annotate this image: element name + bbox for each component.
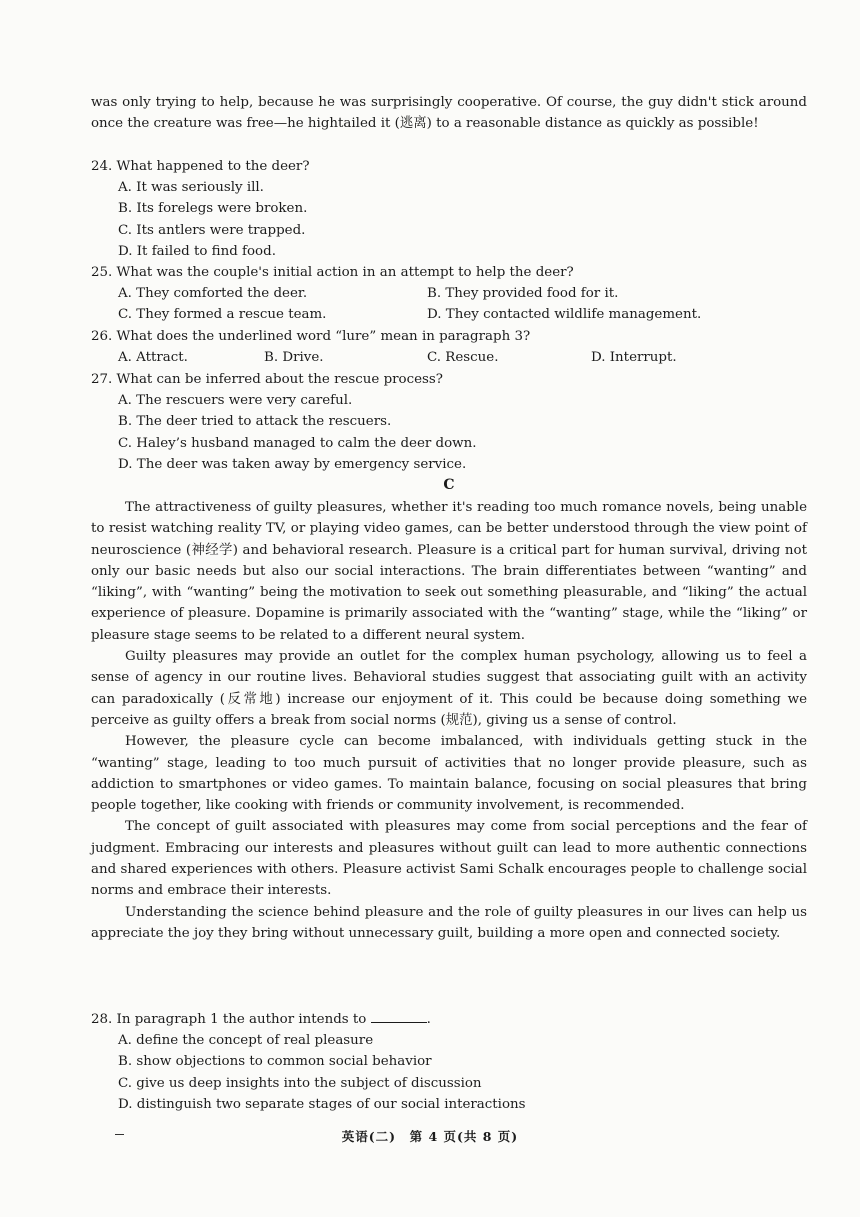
passage-c-paragraph-4: The concept of guilt associated with pleasures may come from social perceptions and the fear of judgment. Embracing our interests and pleasures without guilt can lead to more authentic connections and shared experiences with others. Pleasure activist Sami Schalk encourages people to challenge social norms and embrace their interests. bbox=[91, 819, 807, 899]
question-26 bbox=[91, 326, 807, 368]
section-c-heading-block bbox=[91, 475, 807, 496]
question-27 bbox=[91, 369, 807, 475]
option-a: A. They comforted the deer. bbox=[118, 286, 308, 302]
option-row bbox=[91, 347, 807, 368]
page-footer: 英语(二) 第 4 页(共 8 页) bbox=[341, 1129, 519, 1144]
option-a: A. define the concept of real pleasure bbox=[118, 1033, 374, 1049]
option-b: B. Its forelegs were broken. bbox=[118, 201, 308, 217]
option-d: D. It failed to find food. bbox=[118, 243, 276, 259]
option-a: A. The rescuers were very careful. bbox=[118, 393, 353, 409]
option-c: C. give us deep insights into the subject of discussion bbox=[118, 1075, 482, 1091]
passage-b-ending bbox=[91, 92, 807, 135]
question-24 bbox=[91, 156, 807, 262]
question-stem: 27. What can be inferred about the rescue process? bbox=[91, 372, 443, 387]
option-b: B. show objections to common social behavior bbox=[118, 1054, 432, 1070]
question-stem bbox=[91, 1009, 807, 1030]
answer-blank bbox=[371, 1010, 427, 1023]
question-stem: 24. What happened to the deer? bbox=[91, 159, 310, 174]
option-c: C. Rescue. bbox=[427, 350, 499, 366]
option-a: A. Attract. bbox=[118, 350, 188, 366]
passage-c bbox=[91, 497, 807, 944]
question-28 bbox=[91, 1009, 807, 1115]
section-heading: C bbox=[443, 477, 455, 493]
passage-c-paragraph-2: Guilty pleasures may provide an outlet for the complex human psychology, allowing us to feel a sense of agency in our routine lives. Behavioral studies suggest that associating guilt with an activity can paradoxically (反常地) increase our enjoyment of it. This could be because doing something we perceive as guilty offers a break from social norms (规范), giving us a sense of control. bbox=[91, 649, 807, 728]
question-25 bbox=[91, 262, 807, 326]
option-d: D. The deer was taken away by emergency service. bbox=[118, 456, 467, 472]
option-d: D. Interrupt. bbox=[591, 350, 677, 366]
passage-c-paragraph-5: Understanding the science behind pleasure and the role of guilty pleasures in our lives can help us appreciate the joy they bring without unnecessary guilt, building a more open and connected society. bbox=[91, 904, 807, 941]
option-b: B. The deer tried to attack the rescuers. bbox=[118, 414, 392, 430]
option-a: A. It was seriously ill. bbox=[118, 180, 264, 196]
option-c: C. They formed a rescue team. bbox=[118, 307, 327, 323]
question-stem-text: 28. In paragraph 1 the author intends to bbox=[91, 1012, 367, 1027]
option-b: B. Drive. bbox=[264, 350, 324, 366]
passage-b-paragraph: was only trying to help, because he was surprisingly cooperative. Of course, the guy didn't stick around once the creature was free—he hightailed it (逃离) to a reasonable distance as quickly as possible! bbox=[91, 95, 807, 132]
option-row bbox=[91, 283, 807, 304]
passage-c-paragraph-3: However, the pleasure cycle can become imbalanced, with individuals getting stuck in the “wanting” stage, leading to too much pursuit of activities that no longer provide pleasure, such as addiction to smartphones or video games. To maintain balance, focusing on social pleasures that bring people together, like cooking with friends or community involvement, is recommended. bbox=[91, 734, 807, 814]
option-b: B. They provided food for it. bbox=[427, 286, 619, 302]
option-c: C. Haley’s husband managed to calm the deer down. bbox=[118, 435, 477, 451]
question-stem: 26. What does the underlined word “lure” mean in paragraph 3? bbox=[91, 329, 531, 344]
question-stem: 25. What was the couple's initial action in an attempt to help the deer? bbox=[91, 265, 574, 280]
option-d: D. They contacted wildlife management. bbox=[427, 307, 702, 323]
option-row bbox=[91, 304, 807, 325]
passage-c-paragraph-1: The attractiveness of guilty pleasures, whether it's reading too much romance novels, being unable to resist watching reality TV, or playing video games, can be better understood through the view point of neuroscience (神经学) and behavioral research. Pleasure is a critical part for human survival, driving not only our basic needs but also our social interactions. The brain differentiates between “wanting” and “liking”, with “wanting” being the motivation to seek out something pleasurable, and “liking” the actual experience of pleasure. Dopamine is primarily associated with the “wanting” stage, while the “liking” or pleasure stage seems to be related to a different neural system. bbox=[91, 500, 807, 643]
question-stem-end: . bbox=[426, 1012, 431, 1027]
option-c: C. Its antlers were trapped. bbox=[118, 222, 306, 238]
option-d: D. distinguish two separate stages of our social interactions bbox=[118, 1096, 526, 1112]
